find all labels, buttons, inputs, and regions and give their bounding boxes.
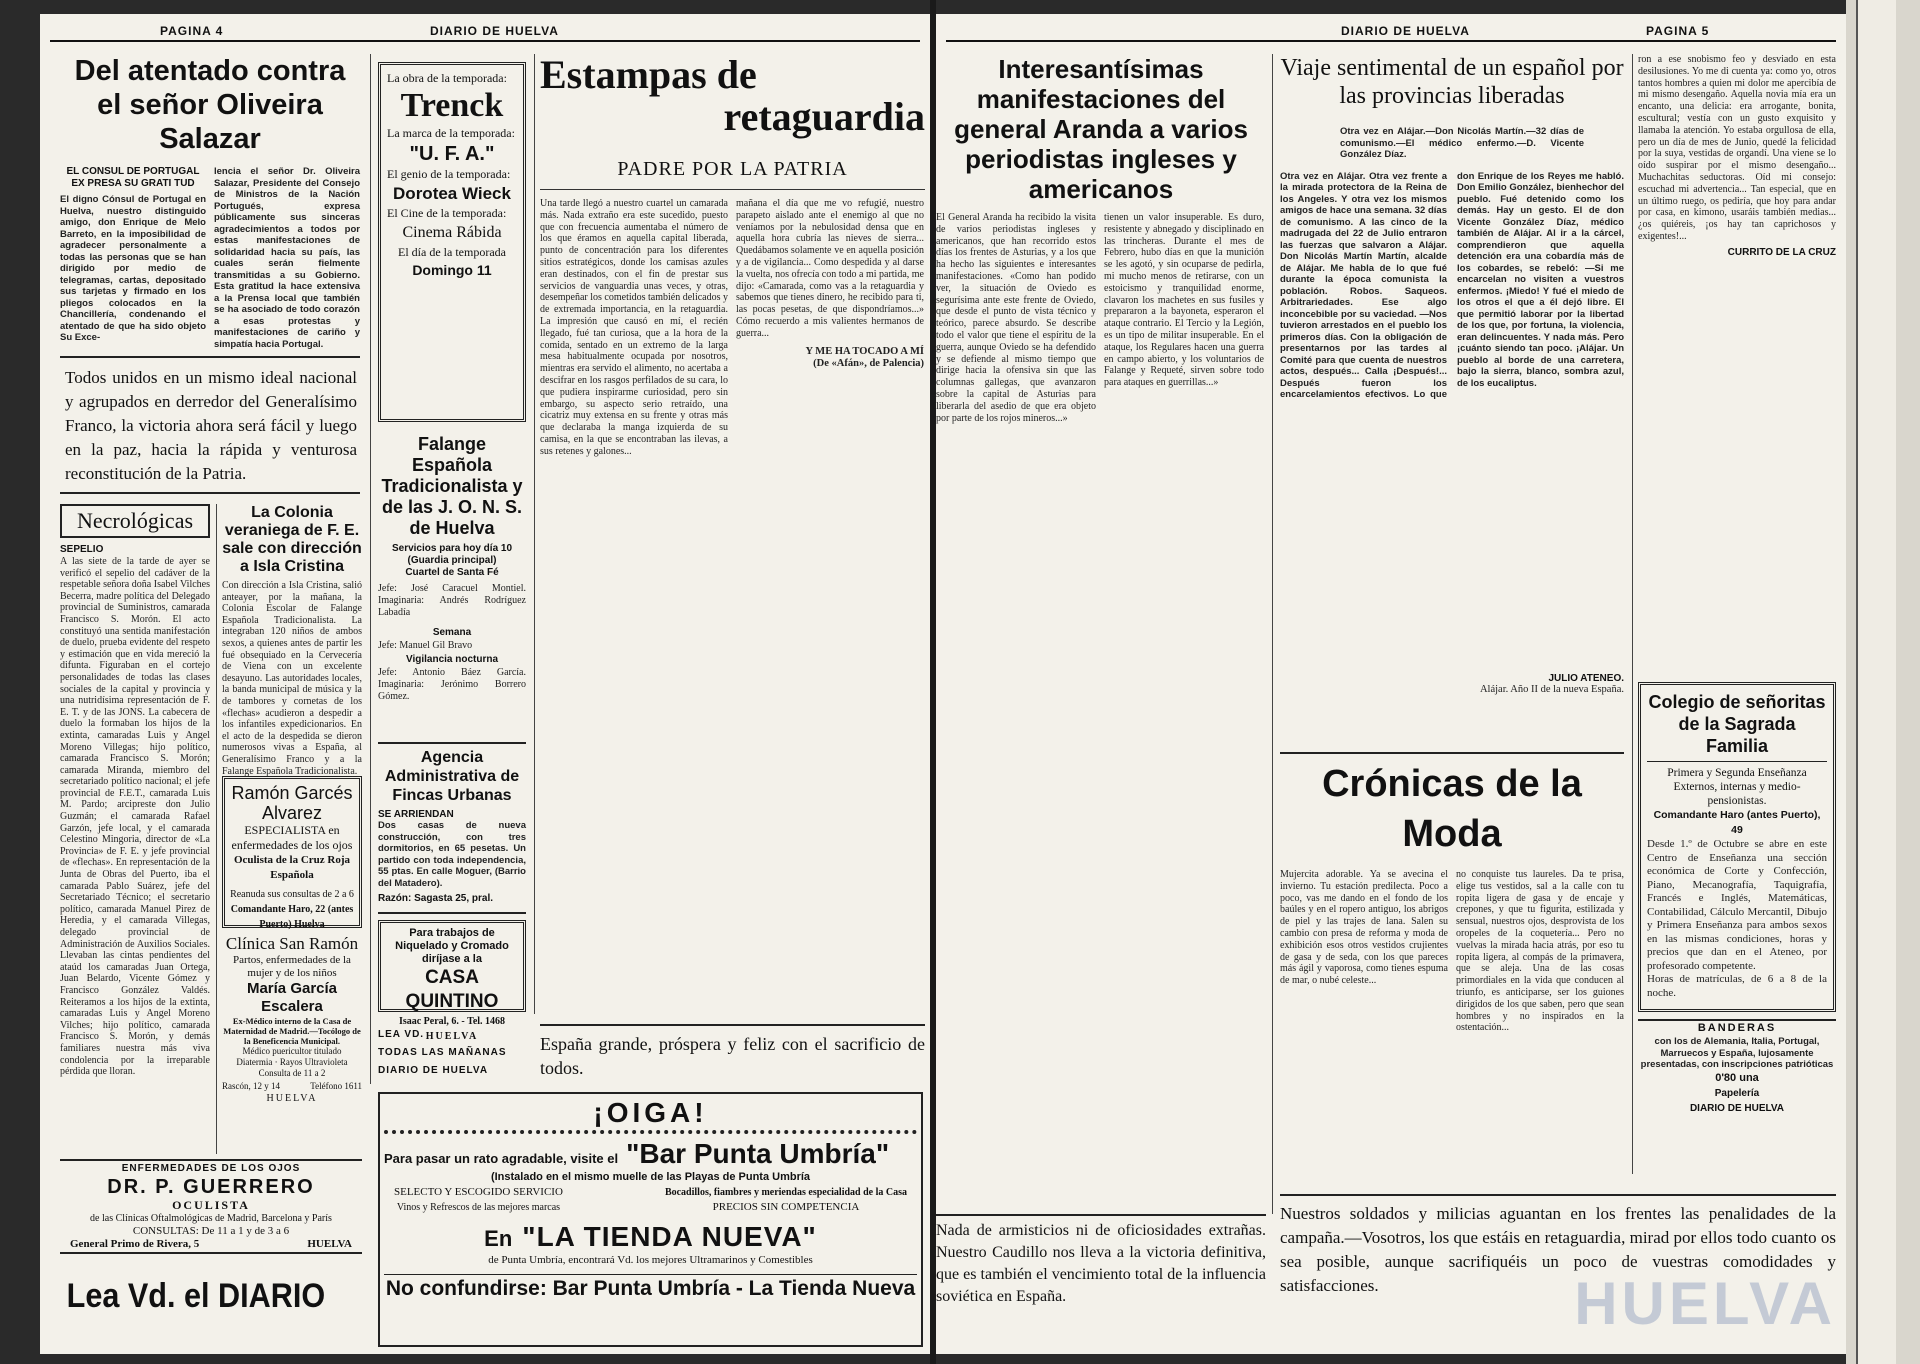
divider [60,492,360,494]
lea-list-item: DIARIO DE HUELVA [378,1065,489,1076]
ad-title: Clínica San Ramón [225,934,359,953]
page-number: PAGINA 4 [160,24,224,38]
ad-line: El día de la temporada [398,245,506,259]
ad-address: Rascón, 12 y 14 [222,1081,280,1091]
ad-title: ¡OIGA! [384,1098,917,1134]
article-headline: Estampas de [540,52,757,97]
ad-address: Comandante Haro (antes Puerto), 49 [1653,809,1821,836]
unidos-banner: Todos unidos en un mismo ideal nacional y agrupados en derredor del Generalísimo Franco, la victoria ahora será fácil y luego en la paz, hacia la rápida y venturosa reconstitución de la Patria. [65,368,357,483]
article-subhead: EL CONSUL DE PORTUGAL EX PRESA SU GRATI TUD [66,166,200,189]
column-rule [534,54,535,1014]
running-head [50,22,920,42]
article-body: Una tarde llegó a nuestro cuartel un camarada más. Nada extraño era este sucedido, puesto que con frecuencia aumentaba el número de los que éramos en aquella capital liberada, punto de concentración para los diferentes sitios estratégicos, donde los camisas azules eran destinados, con el fin de prestar sus servicios de vanguardia unas veces, y otras, desempeñar los cometidos también delicados y de extremada importancia, en la retaguardia. La impresión que causó en mí, el recién llegado, fué tan curiosa, que a la hora de la comida, sentado en un extremo de la larga mesa habitualmente ocupada por nosotros, mientras era servido el alimento, no acertaba a descifrar en los rasgos perfilados de su cara, lo que pudiera inspirarme curiosidad, pero sin embargo, su aspecto serio retraído, una cicatriz muy extensa en su frente y otras más que declaraba la manga izquierda de su camisa, en la que se encontraban las ilevas, a sus retenes y galones... [540,198,729,457]
ruler-strip [1856,0,1896,1364]
notice-line: Semana [432,627,472,638]
ad-line: Primera y Segunda Enseñanza Externos, internas y medio-pensionistas. [1667,767,1807,807]
ad-actress: Dorotea Wieck [393,184,511,203]
paper-name: DIARIO DE HUELVA [1341,24,1470,38]
divider [1280,752,1624,754]
ad-title: Trenck [400,87,504,124]
ad-city: HUELVA [266,1093,318,1104]
article-body: El General Aranda ha recibido la visita de varios periodistas ingleses y americanos, que han recorrido estos días los frentes de Asturias, y a los que ha hecho las siguientes e interesantes manifestaciones. «Como han podido ver, la situación de Oviedo es segurísima ante este frente de Oviedo, que desde el punto de vista técnico y teórico, parece absurdo. Se describe todo el valor que tiene el espíritu de la guerra, aunque Oviedo se ha defendido y se defiende al mismo tiempo que dirige hacia la ofensiva sin que las columnas gallegas, que avanzaron sobre la capital de Asturias para liberarla del asedio de que era objeto por parte de los rojos mineros...» [936,212,1096,424]
ad-brand: "U. F. A." [409,143,495,165]
ad-guerrero [60,1159,362,1254]
ad-phone: Teléfono 1611 [310,1081,362,1091]
ad-line: Consulta de 11 a 2 [258,1068,326,1078]
ad-line: Médico puericultor titulado [242,1046,342,1056]
ad-line: El genio de la temporada: [387,167,511,181]
watermark: HUELVA [1574,1270,1836,1337]
ad-line: (Instalado en el mismo muelle de las Playas de Punta Umbría [490,1171,811,1183]
ad-address: Isaac Peral, 6. - Tel. 1468 [398,1016,506,1027]
ad-agencia [378,742,526,914]
left-page [40,14,930,1354]
ad-store-2: DIARIO DE HUELVA [1689,1102,1785,1114]
article-headline: Interesantísimas manifestaciones del general Aranda a varios periodistas ingleses y americanos [954,54,1248,204]
ad-hours: Horas de matrículas, de 6 a 8 de la noche. [1647,973,1827,999]
ad-address: Comandante Haro, 22 (antes Puerto) Huelva [230,904,354,930]
ad-org: Oculista de la Cruz Roja Española [233,854,351,881]
margin-article [1638,54,1836,654]
page-number: PAGINA 5 [1646,24,1710,38]
ad-line: de Punta Umbría, encontrará Vd. los mejores Ultramarinos y Comestibles [488,1254,813,1266]
ad-line: Para trabajos de Niquelado y Cromado diríjase a la [395,927,509,965]
article-body-continued: tienen un valor insuperable. Es duro, resistente y abnegado y disciplinado en las trincheras. Durante el mes de Febrero, hubo días en que la munición se les agotó, y sin ocuparse de pedirla, mi mucho menos de retirarse, con un estoicismo y tranquilidad enorme, clavaron los machetes en sus fusiles y prepararon a la bayoneta, esperaron el ataque contrario. El Tercio y la Legión, es un tipo de militar insuperable. En el ataque, los Regulares hacen una guerra en campo abierto, y los voluntarios de Falange y Requeté, sirven sobre todo para ataques en guerrillas...» [1104,212,1264,389]
article-summary: Otra vez en Alájar.—Don Nicolás Martín.—32 días de comunismo.—El médico enfermo.—D. Vicente González Díaz. [1340,126,1584,160]
article-headline: Crónicas de la Moda [1322,763,1582,855]
ad-line: Partos, enfermedades de la mujer y de los niños [233,954,351,979]
ad-banderas [1638,1019,1836,1169]
article-body-continued: mañana el día que me vo refugié, nuestro parapeto aislado ante el enemigo al que no veníamos por la nebulosidad densa que en aquella hora cubría las nieves de sierra... Quedábamos solamente ve en aquella posición y a de vigilancia... Como despedida y al darse la vuelta, nos ofrecía con todo a mi partida, me dijo: «Camarada, como vas a la retaguardia y sabemos que tienes dinero, he recibido para ti, las pocas pesetas, de que dispondríamos...» Cómo recuerdo a mis valientes hermanos de guerra... [736,198,924,339]
ad-line: de las Clínicas Oftalmológicas de Madrid, Barcelona y París [90,1213,332,1224]
article-body-continued: no conquiste tus laureles. Da te prisa, elige tus vestidos, sal a la calle con tu ropita ligera de gasa y de encaje y crepones, y que tu figurita, estilizada y sensual, nuestros ojos, desprovista de los oropeles de la coquetería... Pero no vuelvas la mirada hacia atrás, por eso tu ropita ligera, al compás de la primavera, que se aleja. Una de las cosas primordiales en la vida que conducen al triunfo, es anticiparse, ser los guiones dirigidos de los que saben, pero que sean hombres y no inspirados en la ostentación... [1456,869,1624,1034]
viaje-article [1280,54,1624,744]
author: JULIO ATENEO. [1548,672,1624,684]
ad-line: Ex-Médico interno de la Casa de Maternidad de Madrid.—Tocólogo de la Beneficencia Municipal. [223,1016,361,1046]
ad-hours: Reanuda sus consultas de 2 a 6 [230,889,354,900]
notice-line: Jefe: Antonio Báez García. Imaginaria: Jerónimo Borrero Gómez. [378,667,526,702]
ad-line: PRECIOS SIN COMPETENCIA [712,1201,860,1213]
column-rule [216,504,217,1154]
ad-line: La marca de la temporada: [387,126,515,140]
ad-line: SELECTO Y ESCOGIDO SERVICIO [394,1186,563,1198]
ad-title: Colegio de señoritas de la Sagrada Familia [1647,691,1827,762]
ad-oiga [378,1092,923,1347]
espana-banner: España grande, próspera y feliz con el sacrificio de todos. [540,1024,925,1080]
ad-line: El Cine de la temporada: [387,206,507,220]
ad-line: Vinos y Refrescos de las mejores marcas [396,1202,561,1213]
soldados-banner: Nuestros soldados y milicias aguantan en los frentes las penalidades de la campaña.—Vosotros, los que estáis en retaguardia, mirad por ellos todo cuanto os sea posible, aunque sacrifiquéis un poco de vuestras comodidades y satisfacciones. [1280,1194,1836,1298]
ad-city: HUELVA [425,1031,479,1042]
ad-specialty: ESPECIALISTA en enfermedades de los ojos [231,823,353,852]
ad-line: SE ARRIENDAN [378,809,454,820]
signature-source: (De «Afán», de Palencia) [813,358,924,370]
ad-trenck [378,62,526,422]
lea-list [378,1026,526,1086]
ad-cinema: Cinema Rábida [402,224,502,241]
article-subhead: PADRE POR LA PATRIA [540,158,925,190]
article-body: ron a ese snobismo feo y desviado en esta desilusiones. Yo me di cuenta ya: como yo, otros tantos hombres a quien mi dolor me apercibía de mi mismo desengaño. Aquella novia mía era un encanto, una delicia: era arrogante, bonita, escultural; vestía con un gusto exquisito y llamaba la atención. Yo estaba orgullosa de ella, pero un día de mes de Junio, quedé la felicidad por la suya, vestidas de organdí. Una viene se lo oído suspirar por el mismo desengaño... Muchachitas seductoras. Oíd mi consejo: escuchad mi advertencia... Tan especial, que en un último ruego, os pediría, que hoy para andar por casa, en kimono, usaráis también medias... ¿os quiéreis, ¡os hay tan caprichosos y exigentes!... [1638,54,1836,242]
ad-address: General Primo de Rivera, 5 [70,1238,200,1250]
notice-line: Jefe: Manuel Gil Bravo [378,640,473,651]
ad-header: ENFERMEDADES DE LOS OJOS [121,1163,301,1174]
dateline: SEPELIO [60,544,104,555]
right-page [936,14,1846,1354]
ad-clinica-san-ramon [222,934,362,1149]
column-rule [1272,54,1273,1214]
ad-body: Desde 1.º de Octubre se abre en este Centro de Enseñanza una sección económica de Corte y Confección, Piano, Mecanografía, Taquigrafía, Francés e Inglés, Matemáticas, Contabilidad, Cálculo Mercantil, Dibujo y Primera Enseñanza para ambos sexos en las mismas condiciones, horas y precios que dan en el Ateneo, por profesorado competente. [1647,838,1827,972]
article-body: A las siete de la tarde de ayer se verificó el sepelio del cadáver de la respetable señora doña Isabel Vilches Becerra, madre política del Delegado provincial de Suministros, camarada Francisco S. Morón. El acto constituyó una sentida manifestación de duelo, prueba evidente del respeto y estimación que en vida mereció la difunta. Figuraban en el cortejo personalidades de todas las clases sociales de la capital y provincia y una nutridísima representación de F. E. T. y de las JONS. La cabecera de duelo la formaban los hijos de la extinta, camaradas Luis y Angel Moreno Villegas; hijo político, camarada Francisco S. Morón; camarada Miranda, miembro del secretariado político nacional; el jefe provincial de F.E.T., camarada Luis M. Pardo; arcipreste don Julio Guzmán; el camarada Rafael Garzón, jefe local, y el camarada Celestino Mingoria, director de «La Provincia» de F. E. y jefe provincial de «flechas». En representación de la Junta de Obras del Puerto, iba el camarada Pablo Suárez, jefe del Secretariado Técnico; el secretario político, camarada Manuel Pirez de Heredia, y el camarada Villegas, delegado provincial de Administración de Auxilios Sociales. Llevaban las cintas pendientes del ataúd los camaradas Juan Ortega, Juan Belardo, Vicente Gómez y Francisco González Valdés. Reiteramos a los hijos de la extinta, camaradas Luis y Angel Moreno Vilches; hijo político, camarada Francisco S. Morón, y demás familiares nuestra más viva condolencia por la irreparable pérdida que lloran. [60,556,210,1078]
cronicas-article [1280,759,1624,1189]
aranda-article [936,54,1266,1174]
divider [60,356,360,358]
ad-store-name: "LA TIENDA NUEVA" [522,1221,817,1252]
ad-store: Papelería [1714,1087,1760,1099]
ad-title: BANDERAS [1697,1022,1777,1034]
ad-title: OCULISTA [172,1198,250,1212]
author: CURRITO DE LA CRUZ [1727,246,1836,258]
article-body-continued: lencia el señor Dr. Oliveira Salazar, Presidente del Consejo de Ministros de la Nación Portugués, expresa públicamente sus sinceras agradecimientos a todos por estas manifestaciones de solidaridad hacia su país, las cuales serán fielmente transmitidas a su Gobierno. Esta gratitud la hace extensiva a la Prensa local que también se ha asociado de todo corazón a esas protestas y manifestaciones de cariño y simpatía hacia Portugal. [214,166,360,350]
dateline: Alájar. Año II de la nueva España. [1479,683,1624,695]
ad-name: Ramón Garcés Alvarez [231,783,353,823]
lea-diario: Lea Vd. el DIARIO [66,1277,326,1315]
notice-title: Falange Española Tradicionalista y de las J. O. N. S. de Huelva [381,434,523,538]
estampas-article [540,54,925,1014]
paper-name: DIARIO DE HUELVA [430,24,559,38]
ad-line: En [484,1226,513,1251]
running-head [946,22,1836,42]
ad-ramon-garces [222,776,362,928]
ad-bar-name: "Bar Punta Umbría" [626,1138,890,1169]
notice-line: Jefe: José Caracuel Montiel. Imaginaria: Andrés Rodríguez Labadía [378,583,526,618]
signature: Y ME HA TOCADO A MÍ [805,345,924,357]
ad-hours: CONSULTAS: De 11 a 1 y de 3 a 6 [132,1225,290,1237]
notice-line: Vigilancia nocturna [405,654,499,665]
notice-line: Servicios para hoy día 10 (Guardia principal) [391,543,513,566]
ad-city: HUELVA [307,1238,352,1250]
article-body: El digno Cónsul de Portugal en Huelva, nuestro distinguido amigo, don Enrique de Melo Barreto, en la imposibilidad de agradecer personalmente a todas las personas que se han dirigido por medio de telegramas, cartas, depositado sus tarjetas y firmado en los pliegos colocados en la Chancillería, condenando el atentado de que ha sido objeto Su Exce- [60,194,206,343]
ad-title: Agencia Administrativa de Fincas Urbanas [384,749,520,804]
ad-day: Domingo 11 [412,262,492,278]
ad-doctor: María García Escalera [246,980,338,1015]
ad-body: con los de Alemania, Italia, Portugal, Marruecos y España, lujosamente presentadas, con inscripciones patrióticas [1640,1036,1834,1070]
column-rule [1632,54,1633,1174]
article-headline: La Colonia veraniega de F. E. sale con dirección a Isla Cristina [222,504,362,575]
ad-line: Diatermia · Rayos Ultravioleta [236,1057,348,1067]
section-title: Necrológicas [60,504,210,538]
article-headline: Viaje sentimental de un español por las provincias liberadas [1280,55,1624,109]
falange-notice [378,434,526,734]
ad-colegio [1638,682,1836,1012]
article-body: Mujercita adorable. Ya se avecina el invierno. Tu estación predilecta. Poco a poco, vas me dando en el fondo de los baúles y en el ropero antiguo, los abrigos de piel y las trajes de lana. Salen su cambio con presa de reforma y moda de exhibición esos otros vestidos crujientes de gasa y de seda, con los que pareces más ágil y vaporosa, como tienes espuma de mar, o nubé celeste... [1280,869,1448,987]
article-body: Con dirección a Isla Cristina, salió anteayer, por la mañana, la Colonia Escolar de Falange Española Tradicionalista. La integraban 120 niños de ambos sexos, a quienes antes de partir les fué obsequiado en la Cervecería de Viena con un excelente desayuno. Las autoridades locales, la banda municipal de música y la de tambores y cornetas de los «flechas» acudieron a despedir a los infantiles expedicionarios. En el acto de la despedida se dieron numerosos vivas a España, al Generalísimo Franco y a la Falange Española Tradicionalista. [222,580,362,777]
ad-line: Razón: Sagasta 25, pral. [378,893,494,904]
ad-line: Para pasar un rato agradable, visite el [384,1151,619,1166]
ad-name: CASA QUINTINO [405,967,499,1012]
column-rule [370,54,371,1084]
ad-price: 0'80 una [1715,1071,1759,1084]
necrologicas [60,504,210,1154]
ad-footer: No confundirse: Bar Punta Umbría - La Tienda Nueva [384,1274,917,1303]
ad-line: Bocadillos, fiambres y meriendas especialidad de la Casa [664,1187,907,1198]
lea-list-item: TODAS LAS MAÑANAS [378,1047,507,1058]
notice-line: Cuartel de Santa Fé [405,567,499,578]
article-headline-2: retaguardia [723,94,925,139]
colonia-article [222,504,362,777]
ad-line: La obra de la temporada: [387,71,507,85]
ad-name: DR. P. GUERRERO [107,1176,315,1198]
atentado-article [60,54,360,350]
ad-body: Dos casas de nueva construcción, con tres dormitorios, en 65 pesetas. Un partido con toda independencia, 55 ptas. En calle Moguer, (Barrio del Matadero). [378,820,526,889]
lea-list-item: LEA VD. [378,1029,425,1040]
article-headline: Del atentado contra el señor Oliveira Salazar [74,55,346,155]
article-body: Otra vez en Alájar. Otra vez frente a la mirada protectora de la Reina de los Angeles. Y otra vez los mismos amigos de hace una semana. 32 días de comunismo. A las cinco de la madrugada del 22 de Julio entraron las fuerzas que salvaron a Alájar. Don Nicolás Martín Martín, alcalde de Alájar. Me habla de lo que fué durante la época comunista la población. Robos. Saqueos. Arbitrariedades. Ese algo inconcebible por su vaciedad. —Nos tuvieron arrestados en el pueblo los primeros días. Con la obligación de presentarnos por las tardes al Comité para que cuenta de nuestros actos, después... Calla ¡Después!... Después fueron los encarcelamientos efectivos. Lo que don Enrique de los Reyes me habló. Don Emilio González, bienhechor del pueblo. Fué detenido como los demás. Hay un gesto. El de don Vicente González Díaz, médico también de Alájar. Al ir a la cárcel, comprendieron que aquella detención era una cobardía más de los cobardes, se rebeló: —Si me encarcelan no visiten a vuestros enfermos. ¡Miedo! Y fué el miedo de los otros el que a él dejó libre. El que permitió laborar por la libertad de los que, por fortuna, la violencia, eran delincuentes. Y nada más. Pero ¡cuánto siendo tan poco. ¡Alájar. Un pueblo al borde de una carretera, bajo la sierra, blanco, sombra azul, de los eucaliptus. [1280,170,1624,400]
armisticio-banner: Nada de armisticios ni de oficiosidades extrañas. Nuestro Caudillo nos lleva a la victoria definitiva, que es también el vencimiento total de la influencia soviética en España. [936,1214,1266,1308]
